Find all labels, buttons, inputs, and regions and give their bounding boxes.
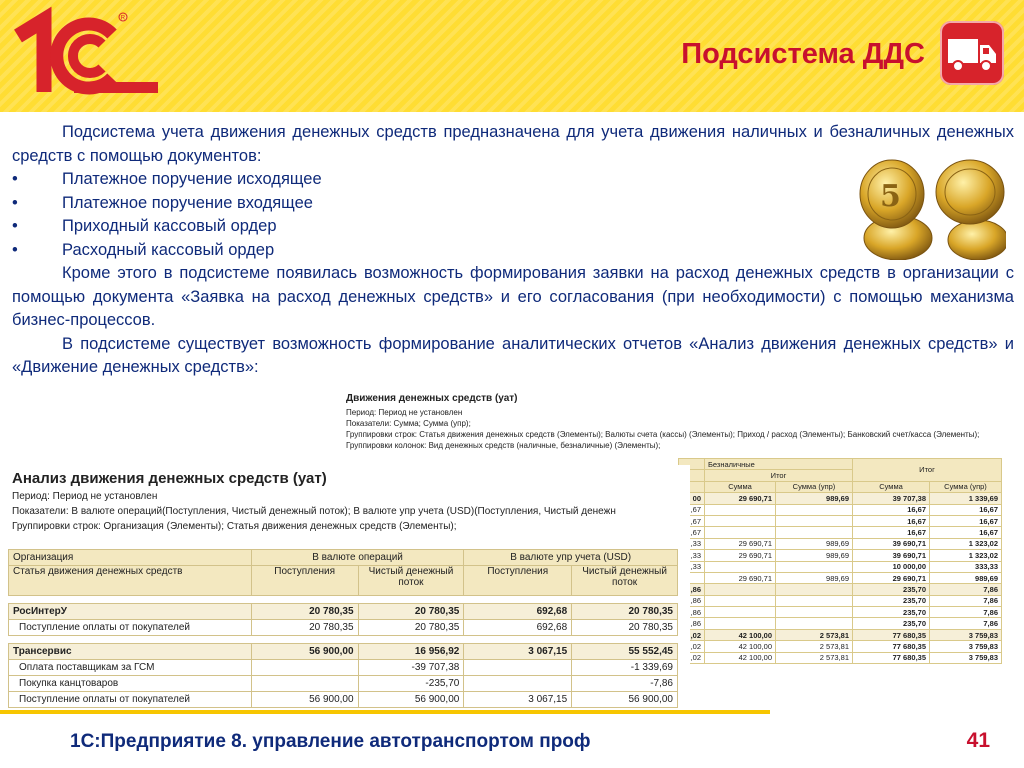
report-back-header-cell: Сумма (упр) — [776, 481, 853, 492]
table-cell — [705, 595, 776, 606]
table-cell: 235,70 — [853, 607, 930, 618]
table-cell: 77 680,35 — [853, 629, 930, 640]
table-cell: 16,67 — [930, 504, 1002, 515]
table-row — [679, 527, 1002, 538]
table-cell: 20 780,35 — [251, 604, 358, 620]
table-row — [679, 538, 1002, 549]
bottom-divider — [0, 710, 770, 714]
slide-title: Подсистема ДДС — [681, 38, 925, 70]
table-cell: -235,70 — [358, 676, 464, 692]
group-name: Трансервис — [9, 644, 252, 660]
table-cell: -1 339,69 — [572, 660, 678, 676]
table-gap — [9, 596, 678, 604]
bullet-text: Приходный кассовый ордер — [62, 217, 277, 235]
table-cell: 39 690,71 — [853, 538, 930, 549]
bullet-marker: • — [12, 217, 18, 235]
table-cell: 10 000,00 — [853, 561, 930, 572]
table-cell — [776, 515, 853, 526]
report-front-header-cell: Поступления — [251, 566, 358, 596]
table-cell — [705, 584, 776, 595]
row-name: Поступление оплаты от покупателей — [9, 692, 252, 708]
table-cell: 2 573,81 — [776, 641, 853, 652]
table-row — [679, 572, 1002, 583]
table-cell: 3 759,83 — [930, 641, 1002, 652]
table-cell: 989,69 — [776, 493, 853, 504]
table-cell: 7,86 — [930, 595, 1002, 606]
report-back-title: Движения денежных средств (уат) — [346, 393, 518, 404]
table-cell: 56 900,00 — [358, 692, 464, 708]
report-back-header-cell: Сумма — [705, 481, 776, 492]
table-cell: 16,67 — [930, 515, 1002, 526]
table-cell — [705, 504, 776, 515]
1c-logo-icon — [10, 6, 160, 98]
report-back-table — [678, 458, 1002, 664]
bullet-marker: • — [12, 240, 18, 259]
footer-text: 1С:Предприятие 8. управление автотранспортом проф — [70, 731, 591, 752]
table-cell: 16,67 — [853, 504, 930, 515]
table-cell: ,67 — [679, 515, 705, 526]
table-cell: 16 956,92 — [358, 644, 464, 660]
table-group-row — [9, 604, 678, 620]
table-cell: 77 680,35 — [853, 641, 930, 652]
table-cell — [705, 607, 776, 618]
paragraph-reports: В подсистеме существует возможность формирование аналитических отчетов «Анализ движения денежных средств» и «Движение денежных средств»: — [12, 334, 1014, 376]
table-cell: 56 900,00 — [572, 692, 678, 708]
table-cell: 00 — [679, 493, 705, 504]
table-cell: 692,68 — [464, 620, 572, 636]
report-back-header-cell: Безналичные — [705, 459, 853, 470]
table-cell: 42 100,00 — [705, 629, 776, 640]
table-cell — [776, 584, 853, 595]
table-cell: 3 759,83 — [930, 652, 1002, 663]
row-name: Поступление оплаты от покупателей — [9, 620, 252, 636]
table-cell: 56 900,00 — [251, 644, 358, 660]
table-cell: 692,68 — [464, 604, 572, 620]
report-back-header-cell: Сумма — [853, 481, 930, 492]
truck-icon — [940, 21, 1004, 85]
table-cell: 29 690,71 — [853, 572, 930, 583]
table-gap-cell — [9, 636, 678, 644]
report-back-header-cell: Итог — [853, 459, 1002, 482]
bullet-text: Платежное поручение исходящее — [62, 170, 322, 188]
svg-text:R: R — [120, 15, 126, 22]
bullet-marker: • — [12, 193, 18, 212]
table-row — [679, 618, 1002, 629]
table-cell — [464, 676, 572, 692]
table-cell: 20 780,35 — [358, 604, 464, 620]
table-cell: 7,86 — [930, 618, 1002, 629]
table-cell — [251, 676, 358, 692]
report-back-header-cell: Сумма (упр) — [930, 481, 1002, 492]
table-cell: 989,69 — [776, 538, 853, 549]
table-row — [679, 629, 1002, 640]
table-row — [679, 504, 1002, 515]
table-row — [9, 620, 678, 636]
table-cell: 39 707,38 — [853, 493, 930, 504]
table-cell — [776, 618, 853, 629]
table-cell: 333,33 — [930, 561, 1002, 572]
table-row — [679, 493, 1002, 504]
table-row — [9, 676, 678, 692]
table-row — [9, 692, 678, 708]
bullet-marker: • — [12, 170, 18, 188]
table-cell: 2 573,81 — [776, 652, 853, 663]
row-name: Оплата поставщикам за ГСМ — [9, 660, 252, 676]
bullet-text: Расходный кассовый ордер — [62, 240, 275, 259]
table-cell: -7,86 — [572, 676, 678, 692]
group-name: РосИнтерУ — [9, 604, 252, 620]
table-cell — [776, 561, 853, 572]
intro-paragraph: Подсистема учета движения денежных средств предназначена для учета движения наличных и безналичных денежных средств с помощью документов: — [12, 123, 1014, 165]
table-cell: 29 690,71 — [705, 550, 776, 561]
report-front-header-cell: Чистый денежный поток — [572, 566, 678, 596]
table-cell: ,67 — [679, 504, 705, 515]
table-cell — [705, 527, 776, 538]
table-cell: 989,69 — [776, 550, 853, 561]
coins-image — [858, 150, 1006, 260]
paragraph-request: Кроме этого в подсистеме появилась возможность формирования заявки на расход денежных средств в организации с помощью документа «Заявка на расход денежных средств» и его согласования (при необходимости) с помощью механизма бизнес-процессов. — [12, 264, 1014, 329]
row-name: Покупка канцтоваров — [9, 676, 252, 692]
report-front-header-cell: Поступления — [464, 566, 572, 596]
table-cell: 20 780,35 — [572, 604, 678, 620]
table-cell — [251, 660, 358, 676]
table-row — [679, 595, 1002, 606]
table-cell: 2 573,81 — [776, 629, 853, 640]
table-cell — [776, 607, 853, 618]
table-cell: 235,70 — [853, 595, 930, 606]
table-cell: 29 690,71 — [705, 538, 776, 549]
table-cell — [705, 618, 776, 629]
table-cell: 56 900,00 — [251, 692, 358, 708]
table-cell: 235,70 — [853, 584, 930, 595]
report-front-header-cell: В валюте операций — [251, 550, 464, 566]
report-front-header-cell: Организация — [9, 550, 252, 566]
table-cell: ,86 — [679, 607, 705, 618]
table-cell: 3 067,15 — [464, 644, 572, 660]
table-cell: ,86 — [679, 584, 705, 595]
table-cell: ,86 — [679, 618, 705, 629]
table-cell: 1 323,02 — [930, 538, 1002, 549]
table-group-row — [9, 644, 678, 660]
table-cell: -39 707,38 — [358, 660, 464, 676]
table-gap-cell — [9, 596, 678, 604]
table-cell: 42 100,00 — [705, 641, 776, 652]
report-front-table — [8, 549, 678, 708]
table-cell: ,02 — [679, 629, 705, 640]
table-cell: 55 552,45 — [572, 644, 678, 660]
report-front-title: Анализ движения денежных средств (уат) — [12, 470, 327, 487]
table-row — [679, 641, 1002, 652]
table-gap — [9, 636, 678, 644]
table-cell — [776, 527, 853, 538]
table-cell: 989,69 — [930, 572, 1002, 583]
table-cell: 20 780,35 — [358, 620, 464, 636]
report-front-header-cell: Статья движения денежных средств — [9, 566, 252, 596]
table-cell: 7,86 — [930, 584, 1002, 595]
table-cell: ,86 — [679, 595, 705, 606]
table-cell: 77 680,35 — [853, 652, 930, 663]
table-cell: 39 690,71 — [853, 550, 930, 561]
report-front-header-cell: Чистый денежный поток — [358, 566, 464, 596]
table-cell — [464, 660, 572, 676]
table-cell: ,33 — [679, 550, 705, 561]
report-back-meta: Период: Период не установлен — [346, 408, 463, 417]
table-row — [679, 607, 1002, 618]
table-cell: 7,86 — [930, 607, 1002, 618]
report-front-meta: Показатели: В валюте операций(Поступления, Чистый денежный поток); В валюте упр учета (USD)(Поступления, Чистый денежн — [12, 506, 616, 517]
table-cell: 16,67 — [930, 527, 1002, 538]
table-cell: 16,67 — [853, 527, 930, 538]
table-row — [679, 652, 1002, 663]
table-cell: 235,70 — [853, 618, 930, 629]
table-cell: ,02 — [679, 652, 705, 663]
table-row — [679, 550, 1002, 561]
table-cell — [776, 504, 853, 515]
table-row — [679, 584, 1002, 595]
table-cell: ,33 — [679, 561, 705, 572]
table-cell: 20 780,35 — [572, 620, 678, 636]
report-front-header-cell: В валюте упр учета (USD) — [464, 550, 678, 566]
table-row — [679, 515, 1002, 526]
table-cell: 989,69 — [776, 572, 853, 583]
report-front-meta: Группировки строк: Организация (Элементы); Статья движения денежных средств (Элементы); — [12, 521, 457, 532]
report-back-meta: Показатели: Сумма; Сумма (упр); — [346, 419, 471, 428]
report-back-meta: Группировки колонок: Вид денежных средств (наличные, безналичные) (Элементы); — [346, 441, 661, 450]
report-analysis-front — [0, 465, 690, 710]
table-cell: 29 690,71 — [705, 493, 776, 504]
table-cell — [705, 515, 776, 526]
svg-text:5: 5 — [880, 179, 901, 214]
table-cell: ,02 — [679, 641, 705, 652]
table-cell: 29 690,71 — [705, 572, 776, 583]
table-cell: 20 780,35 — [251, 620, 358, 636]
table-cell: 3 759,83 — [930, 629, 1002, 640]
table-cell — [776, 595, 853, 606]
page-number: 41 — [966, 729, 990, 752]
table-cell: ,67 — [679, 527, 705, 538]
bullet-text: Платежное поручение входящее — [62, 193, 313, 212]
table-cell: ,33 — [679, 538, 705, 549]
report-front-meta: Период: Период не установлен — [12, 491, 158, 502]
table-row — [679, 561, 1002, 572]
report-back-header-cell: Итог — [705, 470, 853, 481]
table-cell: 16,67 — [853, 515, 930, 526]
table-cell: 1 339,69 — [930, 493, 1002, 504]
table-cell: 42 100,00 — [705, 652, 776, 663]
table-row — [9, 660, 678, 676]
table-cell: 3 067,15 — [464, 692, 572, 708]
table-cell: 1 323,02 — [930, 550, 1002, 561]
report-back-meta: Группировки строк: Статья движения денежных средств (Элементы); Валюты счета (кассы) (Элементы); Приход / расход (Элементы); Банковский счет/касса (Элементы); — [346, 430, 980, 439]
header-band — [0, 0, 1024, 112]
table-cell — [705, 561, 776, 572]
